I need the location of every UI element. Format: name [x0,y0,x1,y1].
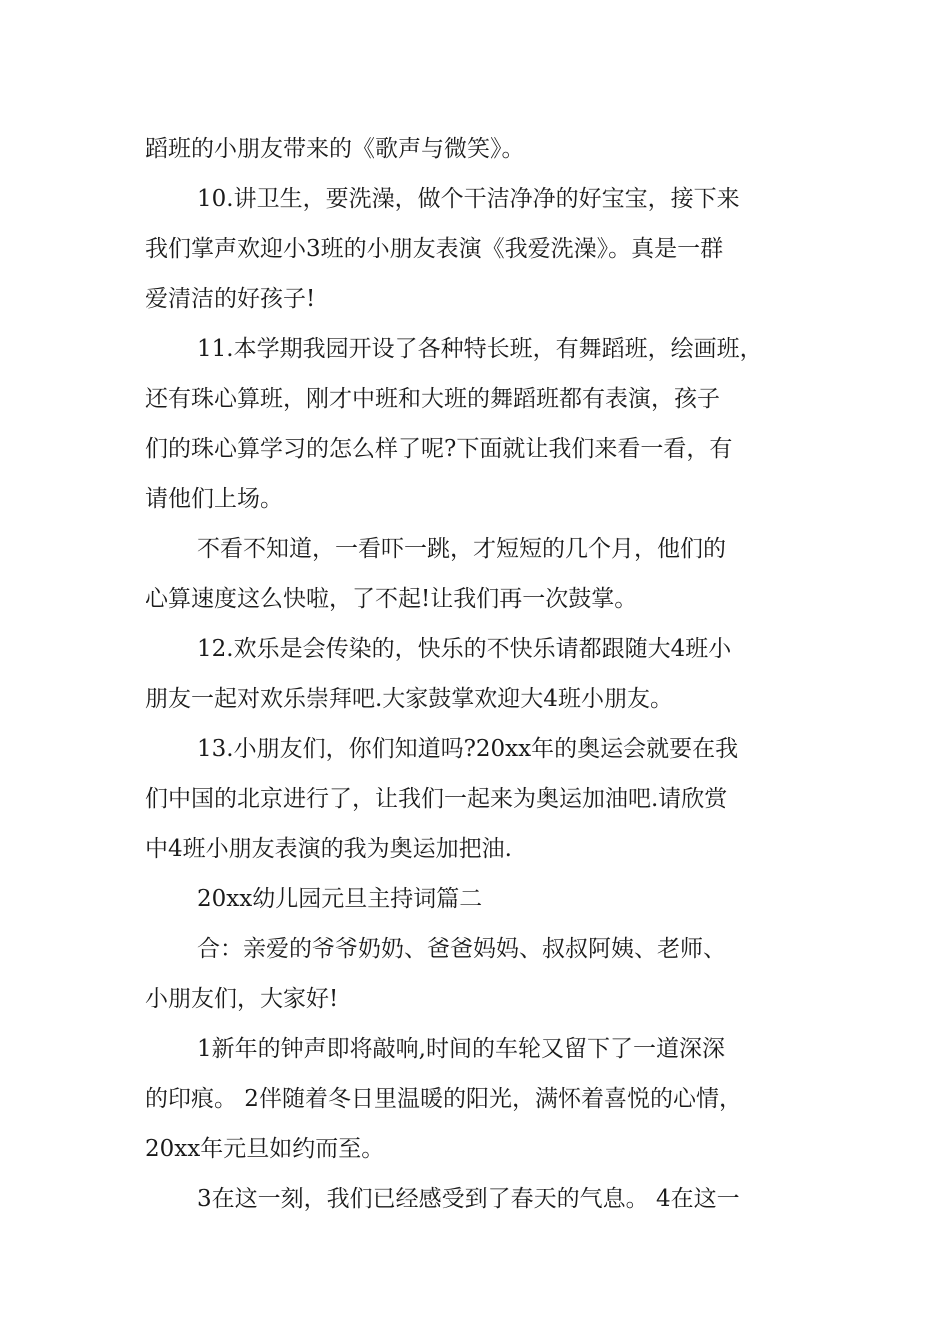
section-heading: 20xx幼儿园元旦主持词篇二 [197,886,483,912]
text-line: 10.讲卫生，要洗澡，做个干洁净净的好宝宝，接下来 [197,186,740,212]
text-line: 11.本学期我园开设了各种特长班，有舞蹈班，绘画班， [197,336,763,362]
text-line: 爱清洁的好孩子! [145,286,316,312]
text-line: 朋友一起对欢乐崇拜吧.大家鼓掌欢迎大4班小朋友。 [145,686,673,712]
text-line: 1新年的钟声即将敲响,时间的车轮又留下了一道深深 [197,1036,725,1062]
text-line: 中4班小朋友表演的我为奥运加把油. [145,836,512,862]
text-line: 请他们上场。 [145,486,283,512]
text-line: 们的珠心算学习的怎么样了呢?下面就让我们来看一看，有 [145,436,733,462]
text-line: 心算速度这么快啦，了不起!让我们再一次鼓掌。 [145,586,638,612]
text-line: 蹈班的小朋友带来的《歌声与微笑》。 [145,136,525,162]
text-line: 我们掌声欢迎小3班的小朋友表演《我爱洗澡》。真是一群 [145,236,724,262]
document-body [145,124,815,1224]
text-line: 的印痕。 2伴随着冬日里温暖的阳光，满怀着喜悦的心情， [145,1086,742,1112]
text-line: 们中国的北京进行了，让我们一起来为奥运加油吧.请欣赏 [145,786,728,812]
text-line: 12.欢乐是会传染的，快乐的不快乐请都跟随大4班小 [197,636,732,662]
text-line: 小朋友们，大家好! [145,986,339,1012]
text-line: 还有珠心算班，刚才中班和大班的舞蹈班都有表演，孩子 [145,386,720,412]
text-line: 不看不知道，一看吓一跳，才短短的几个月，他们的 [197,536,726,562]
text-line: 20xx年元旦如约而至。 [145,1136,385,1162]
text-line: 3在这一刻，我们已经感受到了春天的气息。 4在这一 [197,1186,740,1212]
text-line: 13.小朋友们，你们知道吗?20xx年的奥运会就要在我 [197,736,739,762]
text-line: 合：亲爱的爷爷奶奶、爸爸妈妈、叔叔阿姨、老师、 [197,936,726,962]
